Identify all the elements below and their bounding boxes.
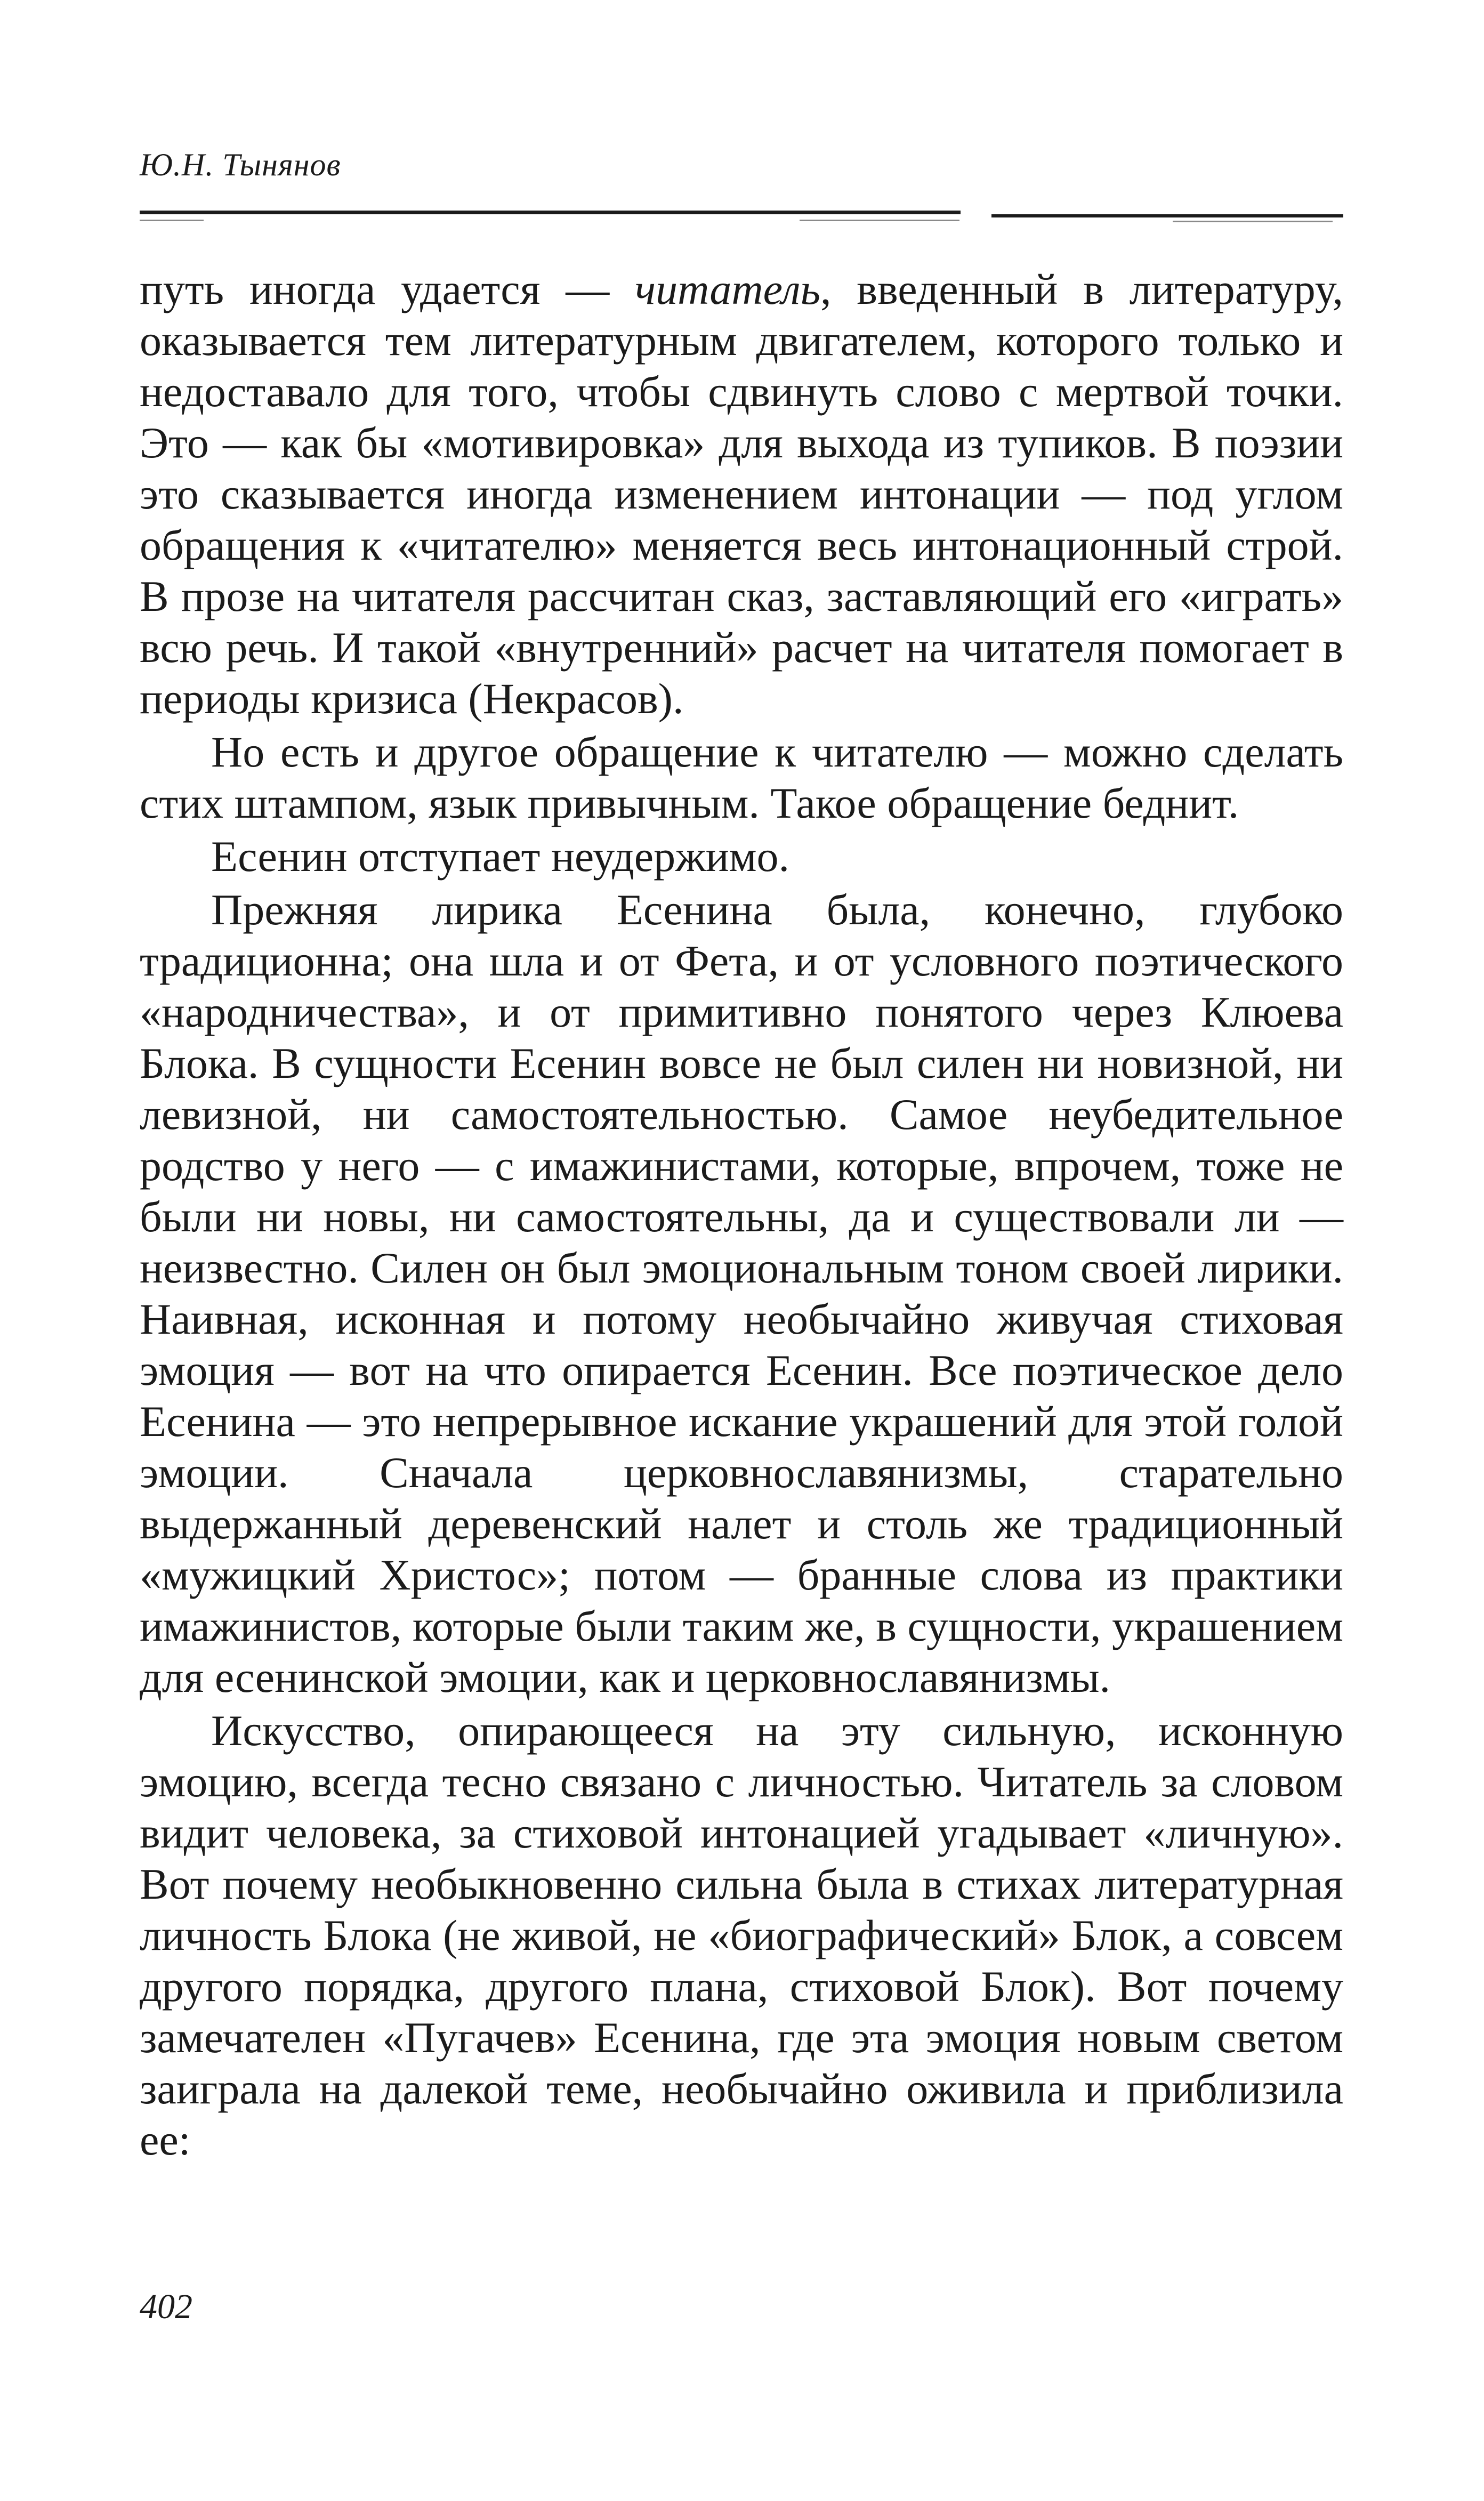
header-rule-faint (800, 220, 959, 221)
paragraph: Но есть и другое обращение к читателю — можно сделать стих штампом, язык привычным. Такое обращение беднит. (140, 728, 1343, 827)
body-text (140, 264, 1343, 2166)
emphasized-word: читатель (635, 265, 820, 313)
paragraph-text: , введенный в литературу, оказывается тем литературным двигателем, которого только и недоставало для того, чтобы сдвинуть слово с мертвой точки. Это — как бы «мотивировка» для выхода из тупиков. В поэзии это сказывается иногда изменением интонации — под углом обращения к «читателю» меняется весь интонационный строй. В прозе на читателя рассчитан сказ, заставляющий его «играть» всю речь. И такой «внутренний» расчет на читателя помогает в периоды кризиса (Некрасов). (140, 265, 1343, 723)
paragraph (140, 264, 1343, 724)
header-rule-faint (1173, 221, 1333, 222)
paragraph-text: путь иногда удается — (140, 265, 635, 313)
header-rule (140, 211, 961, 214)
paragraph: Есенин отступает неудержимо. (211, 832, 790, 881)
paragraph: Искусство, опирающееся на эту сильную, исконную эмоцию, всегда тесно связано с личностью. Читатель за словом видит человека, за стиховой интонацией угадывает «личную». Вот почему необыкновенно сильна была в стихах литературная личность Блока (не живой, не «биографический» Блок, а совсем другого порядка, другого плана, стиховой Блок). Вот почему замечателен «Пугачев» Есенина, где эта эмоция новым светом заиграла на далекой теме, необычайно оживила и приблизила ее: (140, 1706, 1343, 2164)
header-rule-right (991, 214, 1343, 217)
running-head: Ю.Н. Тынянов (140, 147, 341, 182)
header-rule-faint (140, 220, 204, 221)
page-number: 402 (140, 2287, 192, 2326)
paragraph: Прежняя лирика Есенина была, конечно, глубоко традиционна; она шла и от Фета, и от условного поэтического «народничества», и от примитивно понятого через Клюева Блока. В сущности Есенин вовсе не был силен ни новизной, ни левизной, ни самостоятельностью. Самое неубедительное родство у него — с имажинистами, которые, впрочем, тоже не были ни новы, ни самостоятельны, да и существовали ли — неизвестно. Силен он был эмоциональным тоном своей лирики. Наивная, исконная и потому необычайно живучая стиховая эмоция — вот на что опирается Есенин. Все поэтическое дело Есенина — это непрерывное искание украшений для этой голой эмоции. Сначала церковнославянизмы, старательно выдержанный деревенский налет и столь же традиционный «мужицкий Христос»; потом — бранные слова из практики имажинистов, которые были таким же, в сущности, украшением для есенинской эмоции, как и церковнославянизмы. (140, 885, 1343, 1701)
